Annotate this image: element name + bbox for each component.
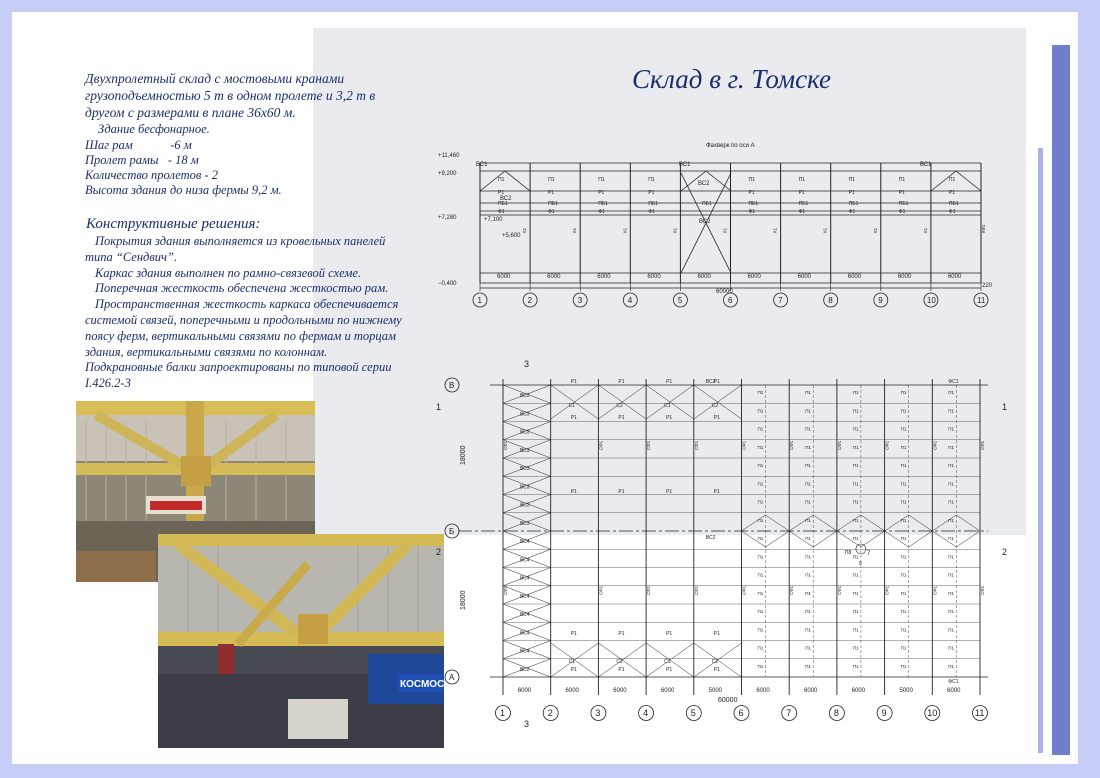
span-dim: 6000 [547,274,561,280]
element-mark: П1 [757,499,764,505]
element-mark: П8 [844,550,852,556]
element-mark: П1 [805,481,811,487]
column-mark: СФ1 [693,440,699,450]
element-mark: П1 [852,645,859,651]
element-mark: П1 [948,499,955,505]
bracing [813,515,837,531]
element-mark: П1 [757,426,764,432]
element-mark: ВС3 [520,429,530,436]
element-mark: Р1 [618,379,625,385]
element-mark: П1 [948,572,955,578]
column-mark: СФ1 [980,440,985,450]
element-mark: Р1 [666,489,673,495]
column-mark: СФ1 [836,440,842,450]
element-mark: П1 [900,499,907,505]
column-mark: СФ1 [503,440,508,450]
column-mark: К1 [572,227,578,233]
vs1-label: ВС1 [476,162,488,168]
element-mark: П1 [852,590,859,596]
element-mark: С2 [616,659,623,665]
element-mark: П1 [805,554,811,560]
span-dim: 6000 [517,688,532,694]
element-mark: Ф1 [648,209,655,215]
element-mark: П1 [948,609,955,614]
spec-span: Пролет рамы - 18 м [85,153,199,167]
element-mark: Р1 [570,489,577,495]
element-mark: ПБ1 [748,201,759,207]
element-mark: Р1 [948,190,956,196]
span-dim: 6000 [851,688,866,694]
axis-label: 9 [881,708,887,718]
element-mark: П1 [948,590,955,596]
span-dim: 6000 [660,688,675,694]
element-mark: П1 [948,463,955,468]
axis-label: 3 [595,708,601,718]
element-mark: ВС4 [520,630,530,637]
element-mark: ВС4 [520,593,530,600]
element-mark: 7 [866,551,871,557]
element-mark: П1 [900,572,907,578]
column-mark: СФ1 [646,585,652,595]
solutions-p4: Пространственная жесткость каркаса обеспечивается системой связей, поперечными и продольными по нижнему поясу ферм, вертикальными связями по фермам и торцам здания, вертикальными связями по колоннам. Подкрановные балки запроектированы по типовой серии I.426.2-3 [85,297,402,391]
element-mark: Р1 [848,190,855,196]
element-mark: П1 [852,426,859,432]
axis-label: 5 [690,708,696,718]
decorative-side-bar [1052,45,1070,755]
element-mark: П1 [757,444,764,450]
column-mark: СФ1 [741,440,747,450]
element-mark: П1 [948,408,955,414]
column-mark: К1 [622,227,628,233]
element-mark: П1 [757,463,764,468]
element-mark: П1 [757,627,764,633]
level-label: +9,200 [438,171,457,177]
bracing [861,531,885,547]
axis-label: 7 [786,708,792,718]
element-mark: П1 [748,177,755,183]
bracing [956,515,980,531]
span-dim: 6000 [597,274,611,280]
photo-truss-2 [158,534,444,748]
level-label: +7,100 [484,217,503,223]
element-mark: Ф1 [798,209,806,215]
element-mark: П1 [900,481,907,487]
element-mark: Р1 [570,415,577,421]
span-dim: 6000 [747,274,761,280]
column-mark: К1 [872,227,878,233]
element-mark: С2 [616,403,623,409]
element-mark: П1 [648,177,655,183]
section-mark: 2 [1002,547,1008,557]
element-mark: ВС2 [520,666,530,673]
vs2-label: ВС2 [500,196,512,202]
element-mark: ВС3 [520,466,530,472]
element-mark: Ф1 [598,209,605,215]
element-mark: П1 [757,590,764,596]
span-dim: 6000 [947,274,962,280]
element-mark: П1 [805,663,811,669]
element-mark: П1 [757,517,764,523]
element-mark: П1 [852,463,859,468]
element-mark: П1 [900,609,907,614]
bracing [766,531,790,547]
bracing [813,531,837,547]
axis-label: 1 [500,708,506,718]
axis-label: 4 [643,708,649,718]
element-mark: П1 [948,627,955,633]
element-mark: П1 [757,572,764,578]
element-mark: П1 [852,499,859,505]
element-mark: ПБ1 [598,201,608,207]
element-mark: ПБ1 [948,201,959,207]
element-mark: П1 [900,663,907,669]
element-mark: ПБ1 [548,201,558,207]
bracing [766,515,790,531]
bracing [956,531,980,547]
element-mark: ФС1 [948,679,959,685]
column-mark: К1 [822,227,828,233]
span-dim: 6000 [947,688,961,694]
element-mark: Р1 [648,190,655,196]
element-mark: Р1 [618,631,625,637]
element-mark: П1 [598,177,605,183]
element-mark: П1 [900,554,907,560]
element-mark: П1 [900,408,907,414]
element-mark: Р1 [666,379,673,385]
element-mark: С1 [568,659,576,665]
level-label: −0,400 [438,281,457,287]
section-mark: 1 [436,402,442,412]
section-mark: 3 [524,359,530,369]
element-mark: Р1 [570,667,577,673]
vs1-label: ВС1 [920,162,932,168]
element-mark: П1 [757,481,764,487]
element-mark: Р1 [748,190,755,196]
elevation-drawing [436,133,996,315]
column-mark: СФ1 [598,440,604,450]
element-mark: П1 [900,463,907,468]
element-mark: П1 [757,554,764,560]
column-mark: К1 [922,227,928,233]
element-mark: ВС3 [520,520,530,527]
element-mark: ПБ1 [498,201,508,207]
element-mark: П1 [948,517,955,523]
element-mark: П1 [852,408,859,414]
element-mark: П1 [805,609,811,614]
axis-label: 6 [738,708,744,718]
column-mark: СФ1 [741,585,747,595]
element-mark: Р1 [666,415,673,421]
column-mark: К1 [722,227,728,233]
element-mark: П1 [900,517,907,523]
element-mark: Р1 [570,631,577,637]
spec-height: Высота здания до низа фермы 9,2 м. [85,183,282,197]
element-mark: ВС3 [520,447,530,454]
element-mark: ВС4 [520,557,530,564]
element-mark: Ф1 [948,209,956,215]
vs2-label: ВС2 [699,219,711,225]
element-mark: П1 [898,177,906,183]
solutions-body [85,234,405,392]
solutions-p1: Покрытия здания выполняется из кровельных панелей типа “Сендвич”. [85,234,386,264]
level-label: +7,280 [438,215,457,221]
element-mark: П1 [805,390,811,395]
element-mark: П1 [805,627,811,633]
element-mark: П1 [805,590,811,596]
element-mark: П1 [948,390,955,395]
axis-label: 10 [927,708,938,718]
element-mark: П1 [805,463,811,468]
element-mark: ПБ1 [848,201,859,207]
section-mark: 1 [1002,402,1008,412]
element-mark: П1 [805,444,811,450]
column-mark: СФ1 [932,440,938,450]
element-mark: П1 [805,645,811,651]
span-dim: 6000 [797,274,812,280]
side-dim: 18000 [460,590,467,610]
vs2-label: ВС2 [698,181,710,187]
axis-label: 2 [527,296,533,305]
element-mark: П1 [948,444,955,450]
element-mark: Р1 [713,631,720,637]
column-mark: СФ1 [932,585,938,595]
element-mark: ПБ1 [702,201,712,207]
element-mark: Р1 [618,415,625,421]
column-mark: К1 [772,227,778,233]
element-mark: П1 [757,408,764,414]
element-mark: Р1 [666,667,673,673]
axis-label: 3 [577,296,583,305]
element-mark: ВС3 [520,484,530,491]
column-mark: СФ1 [598,585,604,595]
element-mark: П1 [805,408,811,414]
element-mark: П1 [848,177,856,183]
element-mark: П1 [900,627,907,633]
section-mark: 3 [524,719,530,729]
element-mark: Р1 [548,190,555,196]
spec-count: Количество пролетов - 2 [85,168,218,182]
element-mark: С1 [568,403,576,409]
level-label: +11,460 [438,153,460,159]
span-dim: 6000 [756,688,770,694]
element-mark: Ф1 [848,209,856,215]
element-mark: П1 [948,426,955,432]
element-mark: П1 [852,444,859,450]
element-mark: П1 [852,536,859,541]
page-title: Склад в г. Томске [632,64,832,94]
element-mark: П1 [852,627,859,633]
element-mark: П1 [948,645,955,651]
level-label: 220 [982,283,993,289]
solutions-p2: Каркас здания выполнен по рамно-связевой схеме. [95,265,362,280]
span-dim: 6000 [847,274,862,280]
span-dim: 6000 [804,688,818,694]
span-dim: 6000 [497,274,511,280]
bracing [909,515,933,531]
element-mark: П1 [900,536,907,541]
element-mark: П1 [852,572,859,578]
element-mark: Р1 [618,489,625,495]
element-mark: ВС3 [520,411,530,418]
element-mark: П1 [805,499,811,505]
row-label: Б [449,527,455,536]
element-mark: ВС4 [520,575,530,582]
total-dim: 60000 [716,289,733,295]
element-mark: ВС2 [705,379,716,385]
element-mark: П1 [852,609,859,614]
column-mark: СФ1 [836,585,842,595]
vs1-label: ВС1 [679,162,691,168]
element-mark: П1 [757,663,764,669]
element-mark: П1 [948,554,955,560]
column-mark: КФ1 [981,224,986,233]
column-mark: СФ1 [980,585,985,595]
element-mark: П1 [948,536,955,541]
element-mark: П1 [900,590,907,596]
column-mark: СФ1 [646,440,652,450]
element-mark: ПБ1 [898,201,909,207]
column-mark: СФ1 [884,585,890,595]
axis-label: 11 [975,708,985,718]
side-dim: 18000 [460,445,467,465]
column-mark: СФ1 [884,440,890,450]
bracing [909,531,933,547]
element-mark: Ф1 [498,209,505,215]
element-mark: П1 [548,177,555,183]
element-mark: ПБ1 [648,201,658,207]
element-mark: П1 [757,645,764,651]
element-mark: П1 [852,390,859,395]
axis-label: 7 [778,296,783,305]
section-mark: 2 [436,547,442,557]
element-mark: П1 [757,536,764,541]
element-mark: П1 [805,572,811,578]
element-mark: Р1 [570,379,577,385]
span-dim: 6000 [897,274,912,280]
element-mark: Р1 [713,379,720,385]
element-mark: Р1 [798,190,805,196]
element-mark: П1 [900,426,907,432]
elevation-caption: Фахверк по оси А [706,143,755,149]
element-mark: Р1 [898,190,905,196]
axis-label: 2 [547,708,553,718]
element-mark: ВС4 [520,612,530,618]
element-mark: Ф1 [898,209,906,215]
spec-step: Шаг рам -6 м [85,138,192,152]
span-dim: 6000 [565,688,579,694]
element-mark: Р1 [713,667,720,673]
element-mark: Ф1 [748,209,756,215]
element-mark: Р1 [713,489,720,495]
intro-text: Двухпролетный склад с мостовыми кранами грузоподъемностью 5 т в одном пролете и 3,2 т в другом с размерами в плане 36х60 м. [85,71,376,120]
axis-label: 5 [677,296,683,305]
element-mark: Р1 [498,190,505,196]
element-mark: С2 [711,403,719,409]
column-mark: СФ1 [789,440,795,450]
element-mark: П1 [852,517,859,523]
plan-total-dim: 60000 [718,697,738,704]
element-mark: Р1 [598,190,605,196]
element-mark: П1 [900,645,907,651]
axis-label: 4 [627,296,633,305]
element-mark: ВС2 [520,393,530,399]
element-mark: С1 [664,403,671,409]
solutions-p3: Поперечная жесткость обеспечена жесткостью рам. [95,281,389,296]
element-mark: ВС4 [520,648,530,655]
element-mark: П1 [798,177,805,183]
span-dim: 6000 [613,688,627,694]
element-mark: ВС2 [705,535,716,541]
element-mark: Ф1 [548,209,555,215]
element-mark: П1 [757,609,764,614]
element-mark: Р1 [713,415,720,421]
solutions-heading: Конструктивные решения: [86,216,261,232]
column-mark: СФ1 [789,585,795,595]
axis-label: 8 [833,708,839,718]
element-mark: П1 [852,663,859,669]
element-mark: ВС4 [520,539,530,545]
column-mark: К1 [672,227,678,233]
row-label: В [449,381,455,390]
element-mark: ПБ1 [798,201,809,207]
row-label: А [449,673,455,682]
element-mark: ВС3 [520,502,530,509]
axis-label: 10 [926,296,936,305]
span-dim: 5000 [708,688,723,694]
column-mark: СФ1 [693,585,699,595]
plan-drawing [428,355,1018,735]
element-mark: П1 [805,536,811,541]
element-mark: П1 [900,390,907,395]
axis-label: 9 [878,296,883,305]
axis-label: 11 [977,296,986,305]
axis-label: 8 [828,296,833,305]
axis-label: 1 [477,296,482,305]
element-mark: Р1 [666,631,673,637]
element-mark: П1 [757,390,764,395]
element-mark: П1 [900,444,907,450]
level-label: +5,600 [502,233,521,239]
span-dim: 6000 [647,274,661,280]
span-dim: 6000 [697,274,711,280]
element-mark: П1 [498,177,505,183]
element-mark: П1 [948,663,955,669]
element-mark: П1 [948,177,956,183]
element-mark: 9 [858,561,862,567]
decorative-side-line [1038,148,1043,753]
spec-building: Здание бесфонарное. [98,122,210,136]
element-mark: С2 [711,659,719,665]
column-mark: СФ1 [503,585,508,595]
element-mark: ФС1 [948,379,959,385]
element-mark: П1 [852,554,859,560]
element-mark: П1 [948,481,955,487]
element-mark: П1 [852,481,859,487]
span-dim: 5000 [899,688,913,694]
bracing [861,515,885,531]
element-mark: П1 [805,517,811,523]
photo-sign-text: КОСМОС [400,679,444,690]
element-mark: С1 [664,659,671,665]
element-mark: Р1 [618,667,625,673]
column-mark: К1 [522,227,528,233]
axis-label: 6 [728,296,733,305]
element-mark: П1 [805,426,811,432]
